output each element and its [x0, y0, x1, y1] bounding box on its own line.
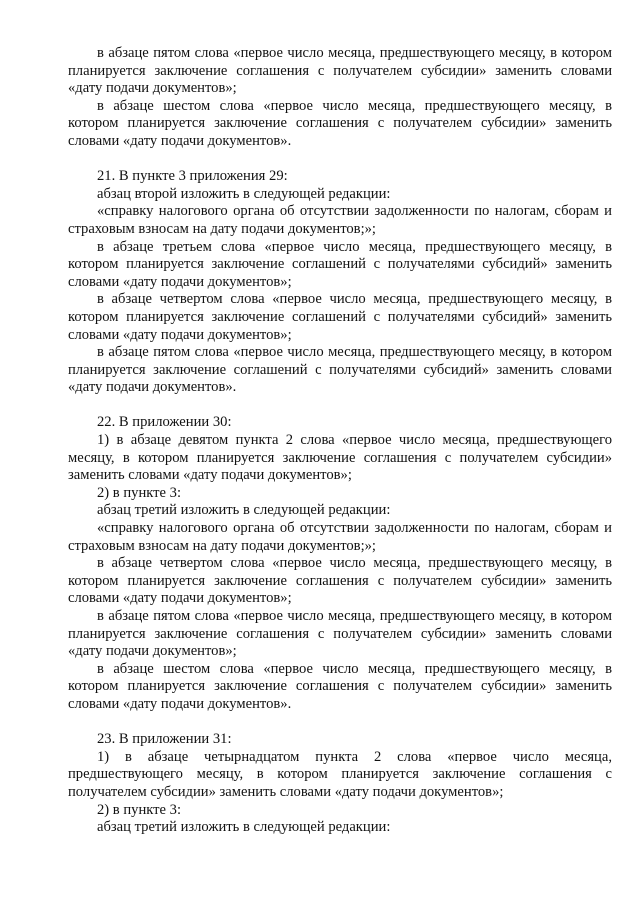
section-heading: 22. В приложении 30:: [97, 414, 232, 431]
list-item: 1) в абзаце четырнадцатом пункта 2 слова «первое число месяца, предшествующего месяцу, в котором планируется заключение соглашения с получателем субсидии» заменить словами «дату подачи документов»;: [68, 748, 612, 800]
paragraph: «справку налогового органа об отсутствии задолженности по налогам, сборам и страховым взносам на дату подачи документов;»;: [68, 203, 612, 237]
paragraph: абзац третий изложить в следующей редакции:: [97, 819, 391, 836]
list-item: 1) в абзаце девятом пункта 2 слова «первое число месяца, предшествующего месяцу, в котором планируется заключение соглашения с получателем субсидии» заменить словами «дату подачи документов»;: [68, 432, 612, 484]
paragraph: в абзаце третьем слова «первое число месяца, предшествующего месяцу, в котором планируется заключение соглашений с получателями субсидий» заменить словами «дату подачи документов»;: [68, 238, 612, 290]
paragraph: в абзаце шестом слова «первое число месяца, предшествующего месяцу, в котором планируется заключение соглашения с получателем субсидии» заменить словами «дату подачи документов».: [68, 660, 612, 712]
list-item: 2) в пункте 3:: [97, 801, 182, 818]
paragraph: в абзаце пятом слова «первое число месяца, предшествующего месяцу, в котором планируется заключение соглашения с получателем субсидии» заменить словами «дату подачи документов»;: [68, 45, 612, 97]
paragraph: в абзаце пятом слова «первое число месяца, предшествующего месяцу, в котором планируется заключение соглашения с получателем субсидии» заменить словами «дату подачи документов»;: [68, 608, 612, 660]
paragraph: в абзаце четвертом слова «первое число месяца, предшествующего месяцу, в котором планируется заключение соглашений с получателями субсидий» заменить словами «дату подачи документов»;: [68, 291, 612, 343]
paragraph: в абзаце пятом слова «первое число месяца, предшествующего месяцу, в котором планируется заключение соглашений с получателями субсидий» заменить словами «дату подачи документов».: [68, 344, 612, 396]
section-heading: 23. В приложении 31:: [97, 731, 232, 748]
paragraph: в абзаце шестом слова «первое число месяца, предшествующего месяцу, в котором планируется заключение соглашения с получателем субсидии» заменить словами «дату подачи документов».: [68, 97, 612, 149]
paragraph: абзац третий изложить в следующей редакции:: [97, 502, 391, 519]
document-body: [68, 45, 612, 837]
list-item: 2) в пункте 3:: [97, 484, 182, 501]
section-heading: 21. В пункте 3 приложения 29:: [97, 168, 288, 185]
paragraph: «справку налогового органа об отсутствии задолженности по налогам, сборам и страховым взносам на дату подачи документов;»;: [68, 520, 612, 554]
paragraph: абзац второй изложить в следующей редакции:: [97, 185, 391, 202]
paragraph: в абзаце четвертом слова «первое число месяца, предшествующего месяцу, в котором планируется заключение соглашения с получателем субсидии» заменить словами «дату подачи документов»;: [68, 555, 612, 607]
